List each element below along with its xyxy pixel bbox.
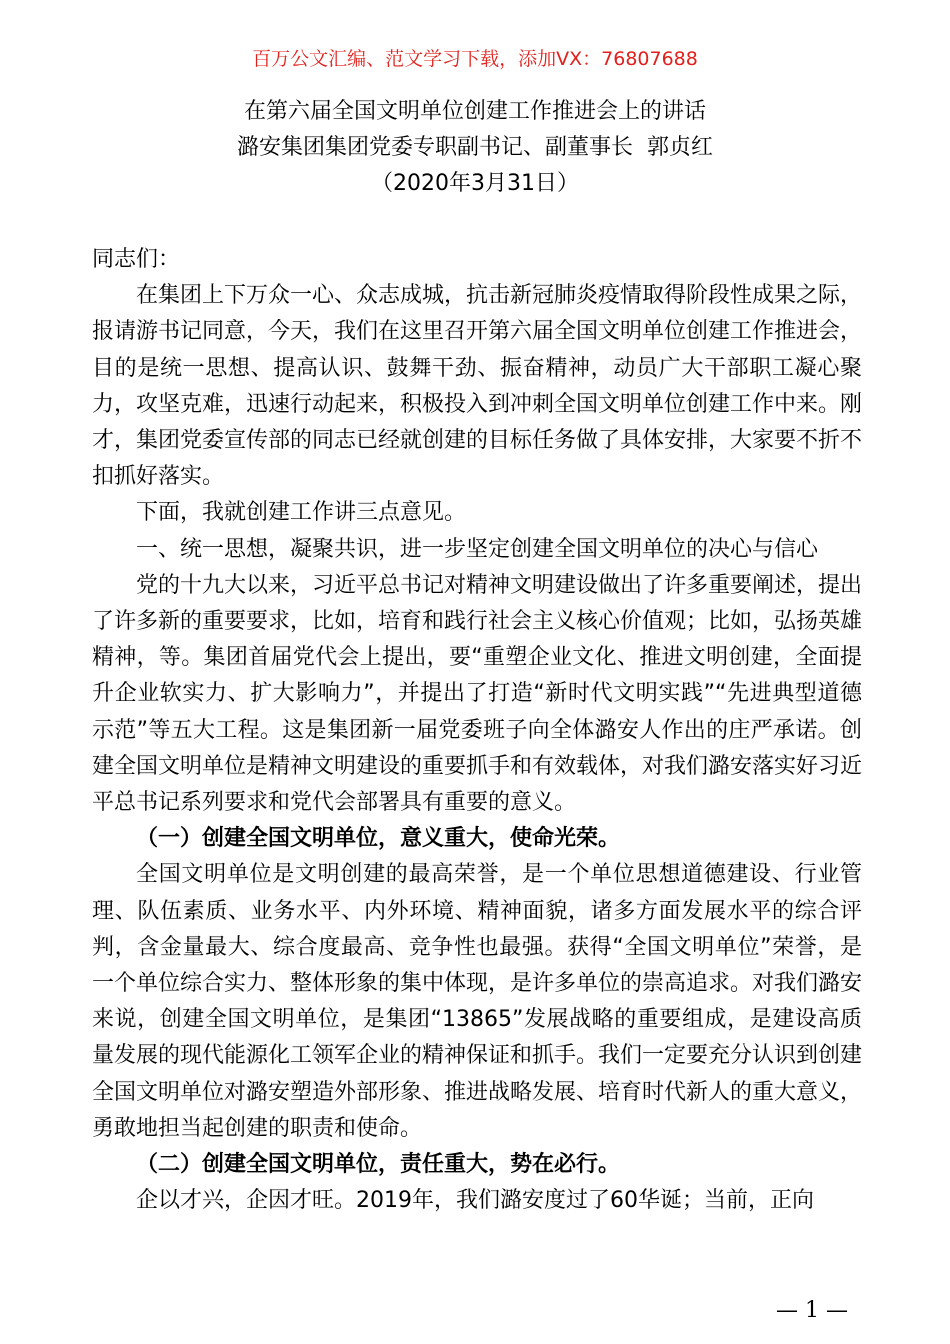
speech-date: （2020年3月31日） xyxy=(371,171,579,196)
page-footer xyxy=(0,1296,950,1326)
paragraph-subsection-2: 企以才兴，企因才旺。2019年，我们潞安度过了60华诞；当前，正向 xyxy=(136,1188,814,1214)
subsection-heading-2: （二）创建全国文明单位，责任重大，势在必行。 xyxy=(136,1152,621,1178)
paragraph-section-1: 党的十九大以来，习近平总书记对精神文明建设做出了许多重要阐述，提出了许多新的重要要求，比如，培育和践行社会主义核心价值观；比如，弘扬英雄精神，等。集团首届党代会上提出，要“重塑企业文化、推进文明创建，全面提升企业软实力、扩大影响力”，并提出了打造“新时代文明实践”“先进典型道德示范”等五大工程。这是集团新一届党委班子向全体潞安人作出的庄严承诺。创建全国文明单位是精神文明建设的重要抓手和有效载体，对我们潞安落实好习近平总书记系列要求和党代会部署具有重要的意义。 xyxy=(92,572,863,816)
salutation: 同志们： xyxy=(92,247,181,272)
watermark-banner: 百万公文汇编、范文学习下载，添加VX：76807688 xyxy=(252,48,698,70)
paragraph-intro: 下面，我就创建工作讲三点意见。 xyxy=(136,500,467,526)
speaker-line: 潞安集团集团党委专职副书记、副董事长 郭贞红 xyxy=(237,135,713,160)
page-number: — 1 — xyxy=(776,1298,848,1323)
document-title: 在第六届全国文明单位创建工作推进会上的讲话 xyxy=(243,99,706,124)
paragraph-subsection-1: 全国文明单位是文明创建的最高荣誉，是一个单位思想道德建设、行业管理、队伍素质、业务水平、内外环境、精神面貌，诸多方面发展水平的综合评判，含金量最大、综合度最高、竞争性也最强。获得“全国文明单位”荣誉，是一个单位综合实力、整体形象的集中体现，是许多单位的崇高追求。对我们潞安来说，创建全国文明单位，是集团“13865”发展战略的重要组成，是建设高质量发展的现代能源化工领军企业的精神保证和抓手。我们一定要充分认识到创建全国文明单位对潞安塑造外部形象、推进战略发展、培育时代新人的重大意义，勇敢地担当起创建的职责和使命。 xyxy=(92,862,863,1141)
section-heading-1: 一、统一思想，凝聚共识，进一步坚定创建全国文明单位的决心与信心 xyxy=(136,536,819,562)
paragraph-opening: 在集团上下万众一心、众志成城，抗击新冠肺炎疫情取得阶段性成果之际，报请游书记同意，今天，我们在这里召开第六届全国文明单位创建工作推进会，目的是统一思想、提高认识、鼓舞干劲、振奋精神，动员广大干部职工凝心聚力，攻坚克难，迅速行动起来，积极投入到冲刺全国文明单位创建工作中来。刚才，集团党委宣传部的同志已经就创建的目标任务做了具体安排，大家要不折不扣抓好落实。 xyxy=(92,283,863,490)
subsection-heading-1: （一）创建全国文明单位，意义重大，使命光荣。 xyxy=(136,826,621,852)
document-body xyxy=(92,242,862,1219)
document-header xyxy=(0,94,950,202)
